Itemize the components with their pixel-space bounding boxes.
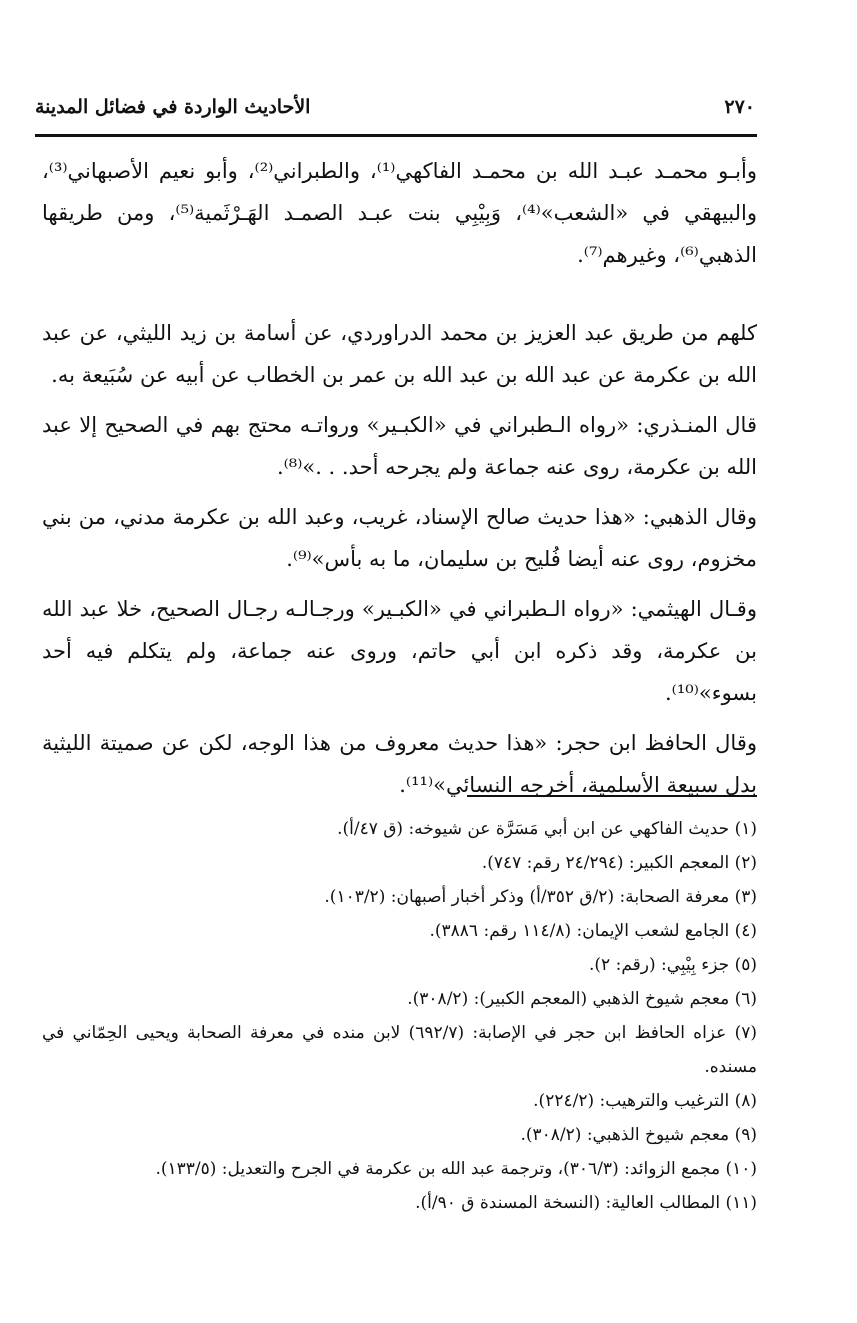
footnotes <box>42 812 757 1220</box>
page-number: ٢٧٠ <box>724 96 755 118</box>
footnote: (١) حديث الفاكهي عن ابن أبي مَسَرَّة عن شيوخه: (ق ٤٧/أ). <box>337 819 757 839</box>
footnote: (١١) المطالب العالية: (النسخة المسندة ق ٩٠/أ). <box>415 1193 757 1213</box>
header-rule <box>35 134 757 137</box>
footnote: (٩) معجم شيوخ الذهبي: (٣٠٨/٢). <box>520 1125 757 1145</box>
paragraph: قال المنـذري: «رواه الـطبراني في «الكبـير» ورواتـه محتج بهم في الصحيح إلا عبد الله بن عكرمة، روى عنه جماعة ولم يجرحه أحد. . .»⁽⁸⁾. <box>42 413 757 479</box>
paragraph: وقـال الهيثمي: «رواه الـطبراني في «الكبـير» ورجـالـه رجـال الصحيح، خلا عبد الله بن عكرمة، وقد ذكره ابن أبي حاتم، وروى عنه جماعة، ولم يتكلم فيه أحد بسوء»⁽¹⁰⁾. <box>42 597 757 705</box>
footnote: (٧) عزاه الحافظ ابن حجر في الإصابة: (٦٩٢/٧) لابن منده في معرفة الصحابة ويحيى الحِمّاني في مسنده. <box>42 1023 757 1077</box>
running-title: الأحاديث الواردة في فضائل المدينة <box>35 96 311 118</box>
footnote: (١٠) مجمع الزوائد: (٣٠٦/٣)، وترجمة عبد الله بن عكرمة في الجرح والتعديل: (١٣٣/٥). <box>155 1159 757 1179</box>
paragraph: وقال الذهبي: «هذا حديث صالح الإسناد، غريب، وعبد الله بن عكرمة مدني، من بني مخزوم، روى عنه أيضا فُليح بن سليمان، ما به بأس»⁽⁹⁾. <box>42 505 757 571</box>
footnote: (٨) الترغيب والترهيب: (٢٢٤/٢). <box>533 1091 757 1111</box>
paragraph: كلهم من طريق عبد العزيز بن محمد الدراوردي، عن أسامة بن زيد الليثي، عن عبد الله بن عكرمة عن عبد الله بن عبد الله بن عمر بن الخطاب عن أبيه عن سُبَيعة به. <box>42 321 757 387</box>
footnote: (٣) معرفة الصحابة: (٢/ق ٣٥٢/أ) وذكر أخبار أصبهان: (١٠٣/٢). <box>324 887 757 907</box>
footnote-rule <box>467 795 757 797</box>
main-text <box>42 150 757 806</box>
footnote: (٢) المعجم الكبير: (٢٤/٢٩٤ رقم: ٧٤٧). <box>481 853 757 873</box>
footnote: (٤) الجامع لشعب الإيمان: (١١٤/٨ رقم: ٣٨٨٦). <box>429 921 757 941</box>
footnote: (٦) معجم شيوخ الذهبي (المعجم الكبير): (٣٠٨/٢). <box>407 989 757 1009</box>
paragraph: وقال الحافظ ابن حجر: «هذا حديث معروف من هذا الوجه، لكن عن صميتة الليثية بدل سبيعة الأسلمية، أخرجه النسائي»⁽¹¹⁾. <box>42 731 757 797</box>
footnote: (٥) جزء بِيْبِي: (رقم: ٢). <box>589 955 757 975</box>
page-header <box>35 90 755 124</box>
paragraph: وأبـو محمـد عبـد الله بن محمـد الفاكهي⁽¹⁾، والطبراني⁽²⁾، وأبو نعيم الأصبهاني⁽³⁾، والبيهقي في «الشعب»⁽⁴⁾، وَبِيْبِي بنت عبـد الصمـد الهَـرْثَمية⁽⁵⁾، ومن طريقها الذهبي⁽⁶⁾، وغيرهم⁽⁷⁾. <box>42 159 757 267</box>
